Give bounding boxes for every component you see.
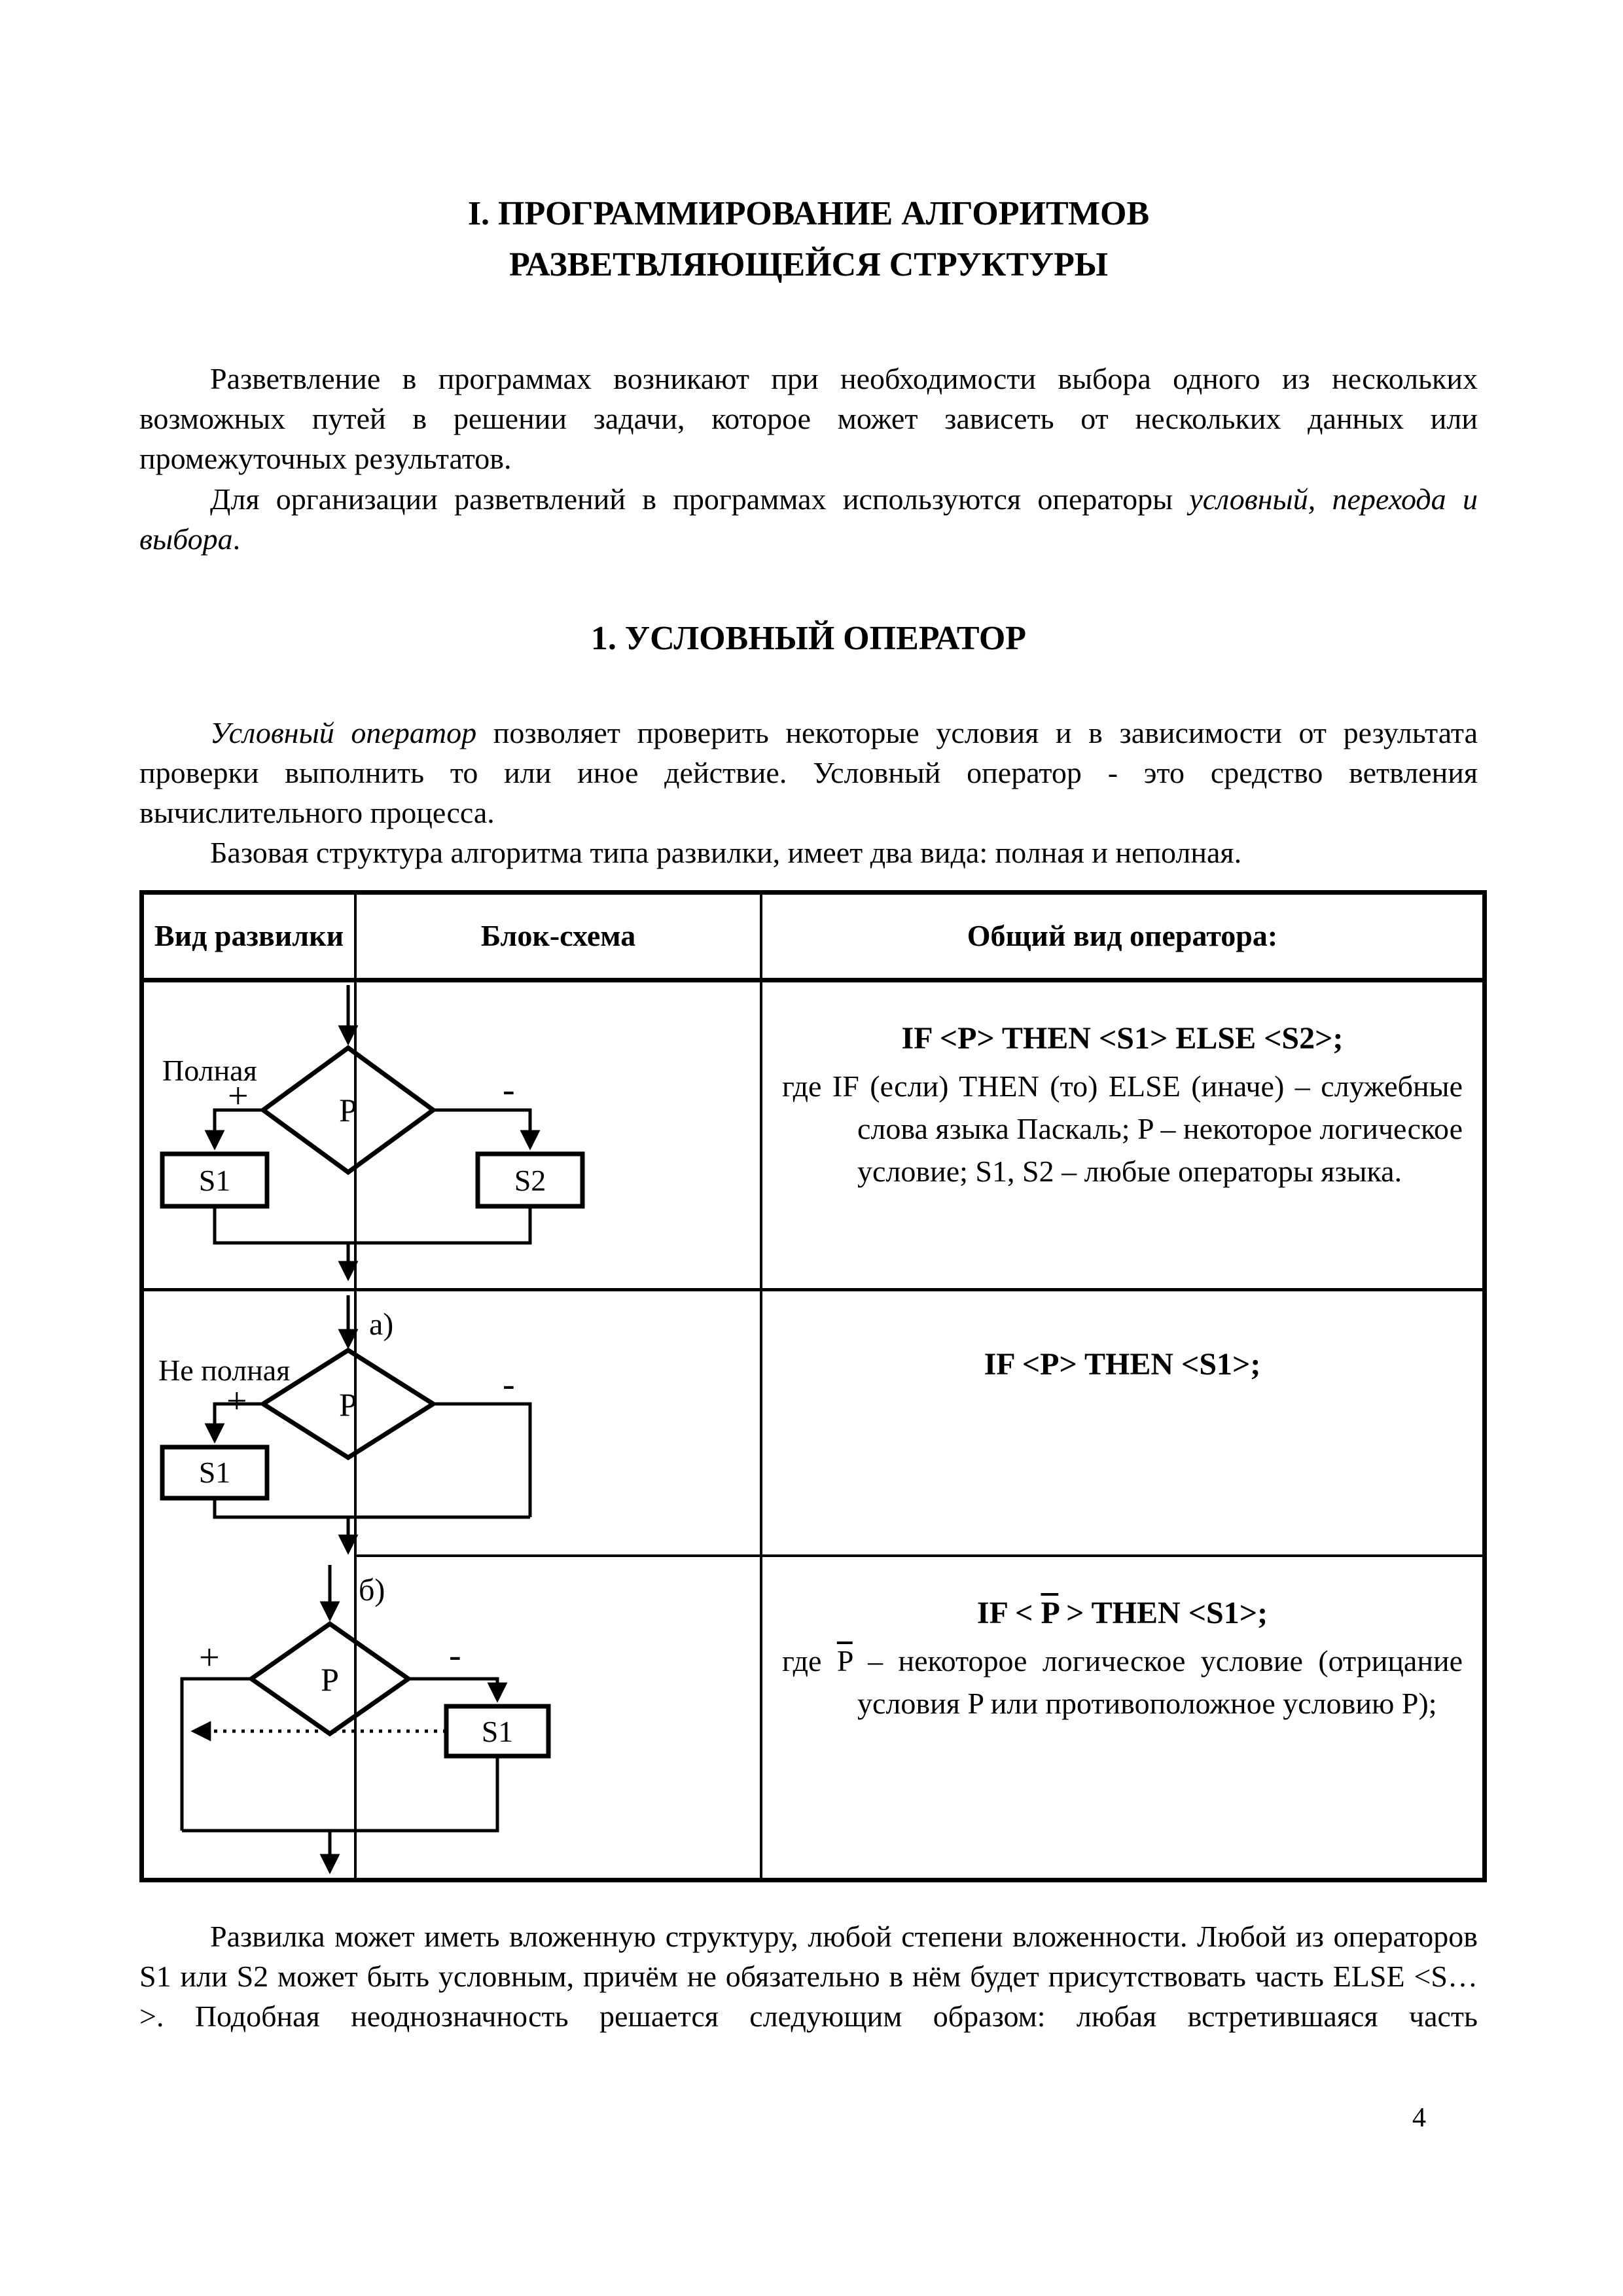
section-1-paragraph-2-text: Базовая структура алгоритма типа развилки, имеет два вида: полная и неполная.	[210, 836, 1242, 870]
operator-forms-table	[139, 890, 1487, 1882]
variant-a-label: а)	[369, 1306, 394, 1342]
intro-paragraph-1	[139, 359, 1478, 479]
table-header-flowchart: Блок-схема	[357, 895, 762, 982]
table-row1-flowchart-cell	[357, 982, 762, 1291]
process-box-s1-label: S1	[198, 1163, 231, 1197]
branch-kind-label: Не полная	[158, 1353, 291, 1387]
row3-desc-prefix: где	[782, 1643, 837, 1677]
table-row1-kind-cell	[144, 982, 357, 1291]
section-1-heading: 1. УСЛОВНЫЙ ОПЕРАТОР	[590, 619, 1027, 657]
branch-kind-label: Полная	[162, 1053, 257, 1087]
process-box-s2-label: S2	[514, 1163, 546, 1197]
table-row3-flowchart-cell	[357, 1557, 762, 1878]
table-row23-kind-cell	[144, 1291, 357, 1878]
true-branch-sign: +	[226, 1380, 247, 1422]
table-row1-operator-cell	[762, 982, 1482, 1291]
false-branch-sign: -	[449, 1634, 461, 1676]
row3-operator-suffix: > THEN <S1>;	[1058, 1595, 1268, 1630]
table-header-kind: Вид развилки	[144, 895, 357, 982]
intro-paragraph-2	[139, 479, 1478, 559]
row3-operator-description	[782, 1640, 1463, 1725]
row1-operator-statement: IF <P> THEN <S1> ELSE <S2>;	[901, 1020, 1344, 1056]
title-line-1: I. ПРОГРАММИРОВАНИЕ АЛГОРИТМОВ	[467, 195, 1150, 232]
table-row2-flowchart-cell	[357, 1291, 762, 1557]
true-branch-sign: +	[199, 1637, 220, 1678]
process-box-s1-label: S1	[481, 1714, 514, 1748]
row3-operator-prefix: IF <	[976, 1595, 1041, 1630]
page-content	[139, 0, 1478, 2036]
false-branch-sign: -	[503, 1069, 515, 1110]
condition-label: P	[321, 1660, 339, 1698]
condition-label: P	[339, 1386, 357, 1423]
section-1-paragraph-1	[139, 713, 1478, 833]
false-branch-sign: -	[503, 1363, 515, 1405]
table-row3-operator-cell	[762, 1557, 1482, 1878]
outro-paragraph	[139, 1916, 1478, 2037]
intro-paragraph-2-italic: условный, перехода и выбора	[139, 482, 1478, 556]
section-1-paragraph-1-rest: позволяет проверить некоторые условия и в зависимости от результата проверки выполнить то или иное действие. Условный оператор - это средство ветвления вычислительного процесса.	[139, 715, 1478, 830]
section-1-paragraph-1-italic: Условный оператор	[210, 715, 477, 749]
row3-operator-statement	[782, 1591, 1463, 1636]
outro-paragraph-text: Развилка может иметь вложенную структуру, любой степени вложенности. Любой из операторов S1 или S2 может быть условным, причём не обязательно в нём будет присутствовать часть ELSE <S…>. Подобная неоднозначность решается следующим образом: любая встретившаяся часть	[139, 1919, 1478, 2033]
title-line-2: РАЗВЕТВЛЯЮЩЕЙСЯ СТРУКТУРЫ	[508, 246, 1108, 283]
row2-operator-statement: IF <P> THEN <S1>;	[984, 1346, 1261, 1382]
row3-desc-negated-p: $\overline{P}$	[836, 1643, 853, 1677]
intro-paragraph-1-text: Разветвление в программах возникают при необходимости выбора одного из нескольких возможных путей в решении задачи, которое может зависеть от нескольких данных или промежуточных результатов.	[139, 362, 1478, 476]
variant-b-label: б)	[359, 1572, 385, 1607]
row1-operator-description: где IF (если) THEN (то) ELSE (иначе) – служебные слова языка Паскаль; P – некоторое логическое условие; S1, S2 – любые операторы языка.	[782, 1069, 1463, 1189]
true-branch-sign: +	[228, 1075, 249, 1117]
intro-paragraph-2-prefix: Для организации разветвлений в программах используются операторы	[210, 482, 1190, 516]
section-1-paragraph-2	[139, 833, 1478, 872]
document-title	[139, 188, 1478, 291]
row3-operator-negated-p: $\overline{P}$	[1041, 1595, 1059, 1630]
page-number: 4	[1412, 2103, 1426, 2133]
row3-desc-suffix: – некоторое логическое условие (отрицание условия P или противоположное условию P);	[852, 1643, 1463, 1721]
table-header-operator: Общий вид оператора:	[762, 895, 1482, 982]
intro-paragraph-2-suffix: .	[232, 522, 241, 556]
process-box-s1-label: S1	[198, 1455, 231, 1489]
condition-label: P	[339, 1091, 357, 1128]
table-row2-operator-cell	[762, 1291, 1482, 1557]
